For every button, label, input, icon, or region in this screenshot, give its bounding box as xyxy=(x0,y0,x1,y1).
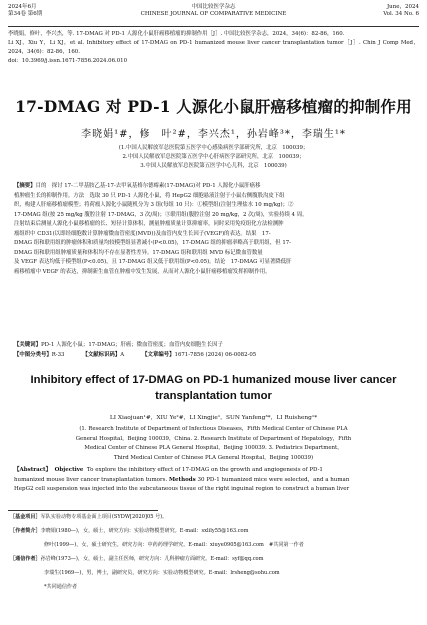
footnote-author-1: ［作者简介］李晓娟(1980—)，女，硕士，研究方向：实验动物模型研究。E-mail：sxlily55@163.com xyxy=(10,528,249,534)
abstract-cn-line: 17-DMAG 组(按 25 mg/kg 腹腔注射 17-DMAG，3 次/周)；③联用组(腹腔注射 20 mg/kg，2 次/周)，实验持续 4 周。 xyxy=(14,211,308,218)
header-volume-en: Vol. 34 No. 6 xyxy=(383,11,419,17)
affiliation-en-line: Medical Center of Chinese PLA General Hospital，Beijing 100039. 3. Pediatrics Department， xyxy=(84,445,343,451)
abstract-en-line: To explore the inhibitory effect of 17-DMAG on the growth and angiogenesis of PD-1 xyxy=(86,467,323,473)
affiliation-en-line: Third Medical Center of Chinese PLA General Hospital，Beijing 100039) xyxy=(113,454,314,461)
methods-label: Methods xyxy=(168,476,196,483)
doc-code-value: A xyxy=(120,352,125,358)
keywords-cn-text: PD-1 人源化小鼠；17-DMAG；肝癌；微血管密度；血管内皮细胞生长因子 xyxy=(40,342,223,348)
article-title-cn: 17-DMAG 对 PD-1 人源化小鼠肝癌移植瘤的抑制作用 xyxy=(15,97,412,116)
abstract-cn xyxy=(14,182,413,277)
doi[interactable]: doi：10.3969/j.issn.1671-7856.2024.06.010 xyxy=(8,58,128,64)
affiliation-en-line: (1. Research Institute of Department of Infectious Diseases，Fifth Medical Center of Chinese PLA xyxy=(79,426,348,432)
abstract-cn-label: 【摘要】 xyxy=(14,183,36,189)
article-title-en: Inhibitory effect of 17-DMAG on PD-1 humanized mouse liver cancer transplantation tumor xyxy=(30,374,397,402)
abstract-cn-line: 癌移植瘤中 VEGF 的表达，抑制新生血管在肿瘤中发生发展，从而对人源化小鼠肝癌移植瘤发挥抑制作用。 xyxy=(14,268,271,275)
header-rule xyxy=(8,26,419,27)
keywords-cn xyxy=(14,341,413,350)
abstract-en-line: humanized mouse liver cancer transplantation tumors. xyxy=(14,476,168,483)
article-id-value: 1671-7856 (2024) 06-0082-05 xyxy=(174,352,257,358)
keywords-cn-label: 【关键词】 xyxy=(14,342,41,348)
abstract-cn-line: DMAG 组和联用组肿瘤质量和体积均不存在显著性差异。17-DMAG 组和联用组 MVD 标记微血管数量 xyxy=(14,249,263,256)
header-journal-en: CHINESE JOURNAL OF COMPARATIVE MEDICINE xyxy=(140,11,287,17)
affiliations-en xyxy=(16,425,411,463)
doc-code-label: 【文献标识码】 xyxy=(82,352,121,358)
footnote-corresponding-1: ［通信作者］孙岩峰(1973—)，女，硕士，副主任医师，研究方向：儿科肿瘤方面研究。E-mail：syf@qq.com xyxy=(10,556,264,562)
header-date-en: June，2024 xyxy=(386,4,419,10)
affiliations-cn xyxy=(10,144,417,171)
abstract-cn-line: 目的 探讨 17-二甲基胺乙基-17-去甲氧基格尔德霉素(17-DMAG)对 PD-1 人源化小鼠肝癌移 xyxy=(35,183,261,189)
article-id-label: 【文章编号】 xyxy=(142,352,175,358)
clc-label: 【中图分类号】 xyxy=(14,352,52,358)
abstract-cn-line: 织，构建人肝癌移植瘤模型；将荷瘤人源化小鼠随机分为 3 组(每组 10 只)：①模型组(注射生理盐水 10 mg/kg)；② xyxy=(14,202,294,208)
citation-en: Li XJ，Xiu Y，Li XJ，et al. Inhibitory effect of 17-DMAG on PD-1 humanized mouse liver cancer transplantation tumor［J］. Chin J Comp Med，2024，34(6)：82-86，160. xyxy=(8,40,419,55)
authors-cn: 李晓娟¹#，修 叶²#，李兴杰¹，孙岩峰³*，李瑞生¹* xyxy=(81,129,346,140)
objective-label: Objective xyxy=(54,467,84,473)
abstract-en-label: 【Abstract】 xyxy=(14,467,52,473)
header-volume-cn: 第34卷 第6期 xyxy=(8,11,43,17)
abstract-cn-line: 注射结束后测量人源化小鼠移植瘤的长、短径计算体积，测量肿瘤质量计算抑瘤率，同时采用免疫组化方法检测肿 xyxy=(14,221,284,227)
abstract-en-line: HepG2 cell suspension was injected into the subcutaneous tissue of the right inguinal region to construct a human liver xyxy=(14,486,350,492)
citation-cn: 李晓娟，修叶，李兴杰，等. 17-DMAG 对 PD-1 人源化小鼠肝癌移植瘤的抑制作用［J］. 中国比较医学杂志，2024，34(6)：82-86，160. xyxy=(8,31,345,37)
affiliation-cn-2: 2.中国人民解放军总医院第五医学中心肝病医学部研究所，北京 100039； xyxy=(122,154,305,160)
header-journal-cn: 中国比较医学杂志 xyxy=(191,4,236,10)
footnote-funding: ［基金项目］军队实验动物专项基金面上项目(SYDW[2020]05 号)。 xyxy=(10,514,168,520)
classification-cn xyxy=(14,351,413,360)
abstract-cn-line: DMAG 组和联用组的肿瘤体积和质量均较模型组显著减小(P<0.05)，17-DMAG 组的抑瘤率略高于联用组，但 17- xyxy=(14,240,291,246)
footnote-author-2: 修叶(1999—)，女，硕士研究生，研究方向：中药药理学研究。E-mail：xiuye0905@163.com #共同第一作者 xyxy=(44,542,304,548)
footnote-rule xyxy=(8,510,158,511)
affiliation-cn-3: 3.中国人民解放军总医院第五医学中心儿科，北京 100039) xyxy=(140,163,287,169)
abstract-en xyxy=(14,466,413,495)
abstract-cn-line: 植肿瘤生长的抑制作用。方法 选取 30 只 PD-1 人源化小鼠，将 HepG2 细胞悬液注射于小鼠右侧腹股沟皮下组 xyxy=(14,192,285,199)
abstract-en-line: 30 PD-1 humanized mice were selected，and a human xyxy=(197,476,350,483)
clc-value: R-33 xyxy=(51,352,65,358)
citation-block xyxy=(8,30,419,66)
footnote-co-corresponding: *共同通信作者 xyxy=(44,584,78,590)
footnote-corresponding-2: 李瑞生(1969—)，男，博士，副研究员，研究方向：实验动物模型研究。E-mail：lrsheng@sohu.com xyxy=(44,570,280,576)
abstract-cn-line: 及 VEGF 表达均低于模型组(P<0.05)，且 17-DMAG 组又低于联用组(P<0.05)。结论 17-DMAG 可显著降低肝 xyxy=(14,259,292,265)
header-date: 2024年6月 xyxy=(8,4,37,10)
authors-en: LI Xiaojuan¹#，XIU Ye²#，LI Xingjie¹，SUN Yanfeng³*，LI Ruisheng¹* xyxy=(109,415,318,421)
affiliation-en-line: General Hospital，Beijing 100039，China. 2. Research Institute of Department of Hepatology，Fifth xyxy=(75,435,352,442)
affiliation-cn-1: (1.中国人民解放军总医院第五医学中心感染病医学部研究所，北京 100039； xyxy=(118,145,309,151)
abstract-cn-line: 瘤组织中 CD31(以即经细胞数计算肿瘤微血管密度(MVD))及血管内皮生长因子(VEGF)的表达。结果 17- xyxy=(14,230,271,237)
